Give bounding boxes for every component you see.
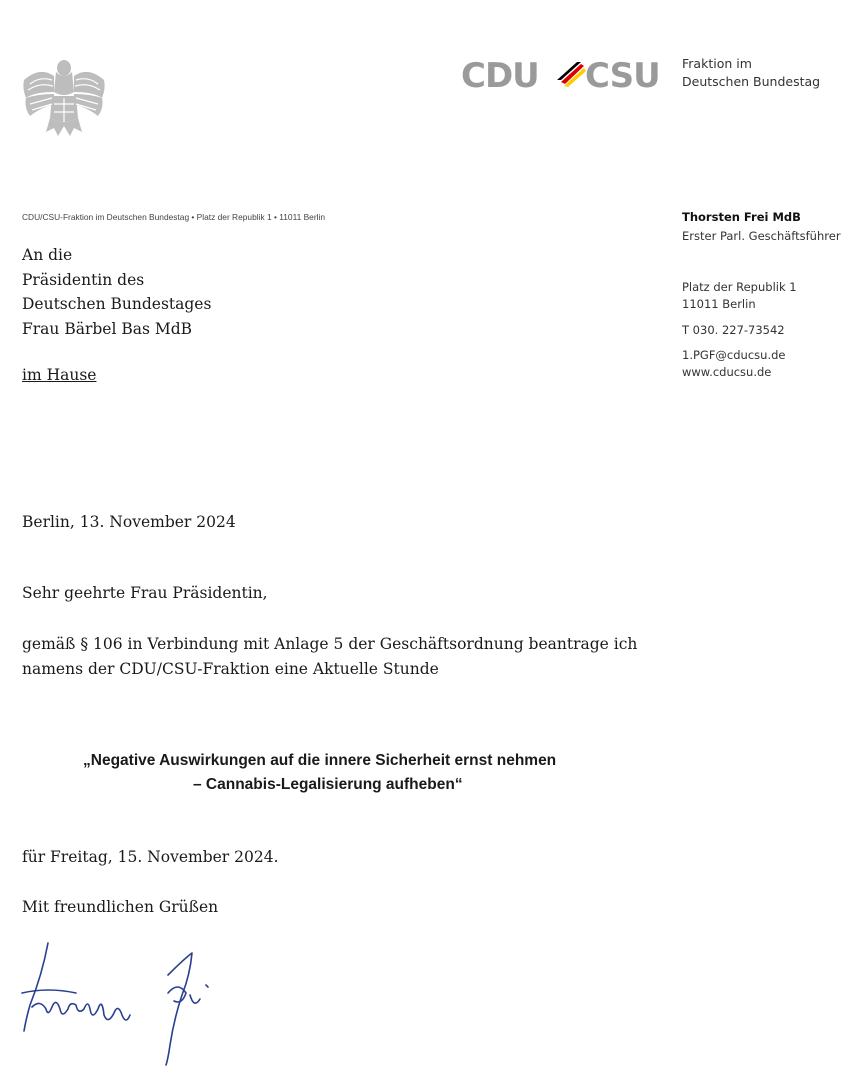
sender-website: www.cducsu.de <box>682 365 772 379</box>
svg-text:CSU: CSU <box>585 56 660 92</box>
topic-title-line-2: – Cannabis-Legalisierung aufheben“ <box>193 776 463 793</box>
sender-email: 1.PGF@cducsu.de <box>682 348 786 362</box>
faction-line-1: Fraktion im <box>682 56 752 71</box>
handwritten-signature <box>18 935 218 1070</box>
recipient-address <box>22 243 211 341</box>
recipient-line-4: Frau Bärbel Bas MdB <box>22 319 193 338</box>
recipient-line-2: Präsidentin des <box>22 270 145 289</box>
body-line-1: gemäß § 106 in Verbindung mit Anlage 5 der Geschäftsordnung beantrage ich <box>22 635 638 653</box>
sender-street: Platz der Republik 1 <box>682 280 797 294</box>
faction-line-2: Deutschen Bundestag <box>682 74 821 89</box>
letter-salutation: Sehr geehrte Frau Präsidentin, <box>22 584 268 602</box>
sender-return-address: CDU/CSU-Fraktion im Deutschen Bundestag • Platz der Republik 1 • 11011 Berlin <box>22 212 326 222</box>
sender-role: Erster Parl. Geschäftsführer <box>682 229 841 243</box>
cdu-csu-logo <box>461 56 673 92</box>
topic-title-line-1: „Negative Auswirkungen auf die innere Sicherheit ernst nehmen <box>83 752 557 769</box>
recipient-line-1: An die <box>22 246 73 264</box>
sender-city: 11011 Berlin <box>682 297 756 311</box>
faction-label <box>682 55 820 91</box>
letter-date: Berlin, 13. November 2024 <box>22 513 236 531</box>
letter-body <box>22 632 637 682</box>
letter-closing: Mit freundlichen Grüßen <box>22 898 219 916</box>
bundestag-eagle-icon <box>20 58 108 138</box>
sender-phone: T 030. 227-73542 <box>682 323 785 337</box>
recipient-line-3: Deutschen Bundestages <box>22 295 212 313</box>
body-line-2: namens der CDU/CSU-Fraktion eine Aktuelle Stunde <box>22 660 439 678</box>
svg-text:CDU: CDU <box>461 56 539 92</box>
recipient-house: im Hause <box>22 366 97 384</box>
letter-for-day: für Freitag, 15. November 2024. <box>22 848 279 866</box>
sender-name: Thorsten Frei MdB <box>682 210 801 224</box>
